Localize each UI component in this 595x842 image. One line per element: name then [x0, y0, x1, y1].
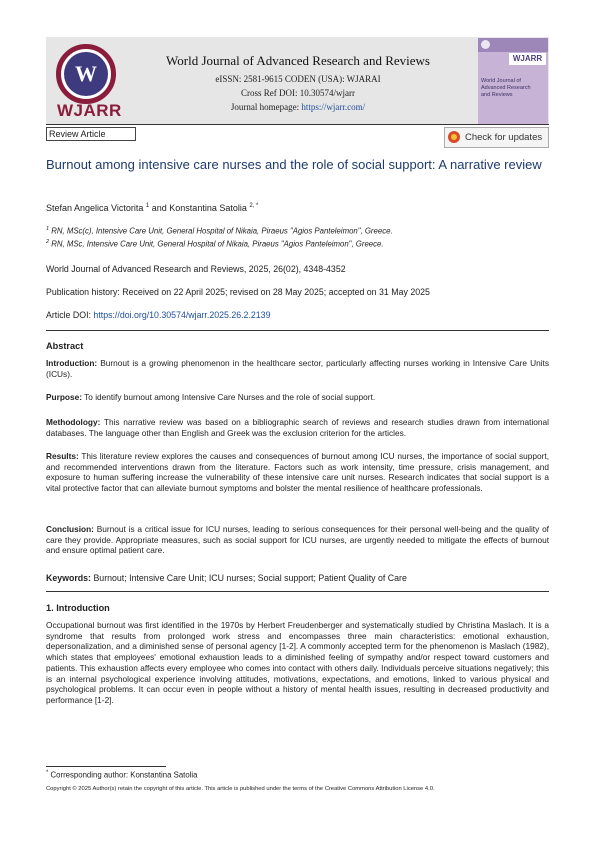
results-label: Results:: [46, 451, 79, 461]
check-updates-icon-center: [451, 134, 457, 140]
logo-letter: W: [64, 52, 108, 96]
author-1-sup: 1: [145, 203, 150, 209]
purpose-label: Purpose:: [46, 392, 82, 402]
results-text: This literature review explores the causes and consequences of burnout among ICU nurses, the importance of social support, and recommended interventions drawn from the literature. Factors such as work intensity, time pressure, crisis management, and exposure to human suffering increase the vulnerability of these intensive care unit nurses. Research indicates that social support is a vital protective factor that can alleviate burnout symptoms and bolster the mental resilience of healthcare professionals.: [46, 451, 549, 494]
introduction-text: Burnout is a growing phenomenon in the healthcare sector, particularly affecting nurses working in Intensive Care Units (ICUs).: [46, 358, 549, 379]
cover-text: World Journal of Advanced Research and Reviews: [481, 78, 531, 98]
cover-badge: WJARR: [509, 53, 546, 65]
author-2-sup: 2, *: [249, 203, 259, 209]
footnote: [46, 770, 549, 780]
author-1: Stefan Angelica Victorita: [46, 203, 144, 213]
issn-line: eISSN: 2581-9615 CODEN (USA): WJARAI: [215, 74, 381, 84]
keywords-text: Burnout; Intensive Care Unit; ICU nurses; Social support; Patient Quality of Care: [93, 573, 407, 583]
affiliation-2-text: RN, MSc, Intensive Care Unit, General Hospital of Nikaia, Piraeus "Agios Panteleimon", Greece.: [51, 239, 384, 249]
authors: [46, 203, 549, 213]
abstract-top-rule: [46, 330, 549, 331]
check-updates-label: Check for updates: [465, 132, 543, 143]
conclusion-text: Burnout is a critical issue for ICU nurses, leading to serious consequences for their personal well-being and the quality of care they provide. Appropriate measures, such as social support for ICU nurses, are urgently needed to mitigate the effects of burnout and ensure optimal patient care.: [46, 524, 549, 556]
cover-emblem-icon: [481, 40, 490, 49]
journal-title: World Journal of Advanced Research and Reviews: [166, 53, 430, 68]
abstract-introduction: [46, 358, 549, 379]
citation: World Journal of Advanced Research and Reviews, 2025, 26(02), 4348-4352: [46, 264, 346, 274]
keywords: [46, 573, 549, 584]
homepage-link[interactable]: https://wjarr.com/: [301, 102, 366, 112]
author-connector: and: [149, 203, 170, 213]
crossref-line: Cross Ref DOI: 10.30574/wjarr: [241, 88, 355, 98]
methodology-label: Methodology:: [46, 417, 101, 427]
introduction-heading: 1. Introduction: [46, 603, 110, 613]
author-2: Konstantina Satolia: [169, 203, 247, 213]
abstract-purpose: [46, 392, 549, 403]
affiliation-1-text: RN, MSc(c), Intensive Care Unit, General Hospital of Nikaia, Piraeus "Agios Panteleimon", Greece.: [51, 226, 393, 236]
footnote-text: Corresponding author: Konstantina Satolia: [50, 770, 198, 780]
abstract-heading: Abstract: [46, 341, 84, 351]
affiliation-2-sup: 2: [46, 239, 50, 245]
copyright: Copyright © 2025 Author(s) retain the copyright of this article. This article is published under the terms of the Creative Commons Attribution License 4.0.: [46, 786, 435, 792]
footnote-sup: *: [46, 770, 49, 776]
introduction-body: Occupational burnout was first identified in the 1970s by Herbert Freudenberger and systematically studied by Christina Maslach. It is a syndrome that results from prolonged work stress and encompasses three main characteristics: emotional exhaustion, depersonalization, and a diminished sense of personal agency [1-2]. A commonly accepted term for the phenomenon is Maslach (1982), which states that employees' emotional exhaustion leads to a diminished feeling of sympathy and/or respect toward customers and patients. This exhaustion affects every employee who comes into contact with others daily. Individuals perceive situations negatively; this is an internal psychological experience involving attitudes, motivations, expectations, and emotions, linked to various physical and psychological problems. It can occur even in people without a history of mental health issues, resulting in decreased productivity and performance [1-2].: [46, 620, 549, 705]
introduction-label: Introduction:: [46, 358, 98, 368]
footnote-rule: [46, 766, 166, 767]
conclusion-label: Conclusion:: [46, 524, 94, 534]
publication-history: Publication history: Received on 22 April 2025; revised on 28 May 2025; accepted on 31 May 2025: [46, 287, 430, 297]
purpose-text: To identify burnout among Intensive Care Nurses and the role of social support.: [84, 392, 376, 402]
doi-link[interactable]: https://doi.org/10.30574/wjarr.2025.26.2.2139: [93, 310, 271, 320]
keywords-label: Keywords:: [46, 573, 91, 583]
article-type: Review Article: [46, 127, 136, 141]
abstract-results: [46, 451, 549, 494]
abstract-bottom-rule: [46, 591, 549, 592]
abstract-methodology: [46, 417, 549, 438]
homepage-line: [128, 102, 468, 112]
article-title: Burnout among intensive care nurses and the role of social support: A narrative review: [46, 157, 542, 172]
header-rule: [46, 124, 549, 125]
homepage-label: Journal homepage:: [230, 102, 302, 112]
doi-label: Article DOI:: [46, 310, 94, 320]
abstract-conclusion: [46, 524, 549, 556]
affiliation-1: [46, 226, 549, 236]
affiliation-1-sup: 1: [46, 226, 50, 232]
affiliation-2: [46, 239, 549, 249]
logo-text: WJARR: [57, 101, 122, 120]
article-doi: [46, 310, 549, 320]
methodology-text: This narrative review was based on a bibliographic search of reviews and research studies drawn from international databases. The language other than English and Greek was the exclusion criterion for the articles.: [46, 417, 549, 438]
